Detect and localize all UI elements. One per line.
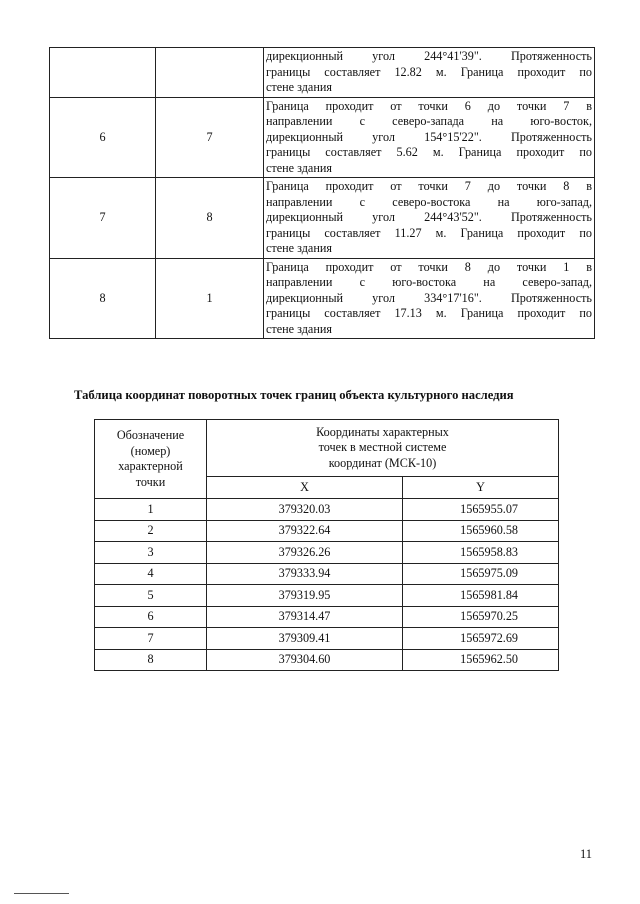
x-coordinate-cell: 379304.60 — [207, 649, 403, 671]
to-point-cell: 7 — [156, 97, 264, 178]
y-coordinate-cell: 1565955.07 — [403, 499, 559, 521]
description-line: стене здания — [266, 241, 332, 255]
table-row — [95, 563, 559, 585]
y-coordinate-cell: 1565962.50 — [403, 649, 559, 671]
point-number-cell: 6 — [95, 606, 207, 628]
description-line: Граница проходит от точки 7 до точки 8 в — [266, 179, 592, 193]
y-coordinate-cell: 1565981.84 — [403, 585, 559, 607]
description-cell — [264, 258, 595, 339]
y-coordinate-cell: 1565975.09 — [403, 563, 559, 585]
table-row — [50, 258, 595, 339]
coordinates-header-row — [95, 420, 559, 477]
header-line: (номер) — [130, 443, 171, 458]
x-coordinate-cell: 379322.64 — [207, 520, 403, 542]
table-row — [95, 585, 559, 607]
description-line: дирекционный угол 154°15'22". Протяженность — [266, 129, 592, 144]
table-row — [50, 178, 595, 259]
x-coordinate-cell: 379319.95 — [207, 585, 403, 607]
x-coordinate-cell: 379309.41 — [207, 628, 403, 650]
header-line: Координаты характерных — [316, 424, 449, 439]
description-cell — [264, 48, 595, 98]
coordinates-system-header — [207, 420, 559, 477]
header-line: точки — [135, 474, 166, 489]
table-row — [95, 628, 559, 650]
description-line: границы составляет 11.27 м. Граница проходит по — [266, 225, 592, 240]
x-coordinate-cell: 379333.94 — [207, 563, 403, 585]
x-column-header: X — [207, 476, 403, 498]
boundary-description-body — [50, 48, 595, 339]
from-point-cell: 8 — [50, 258, 156, 339]
description-line: направлении с северо-востока на юго-запад, — [266, 194, 592, 209]
from-point-cell — [50, 48, 156, 98]
y-coordinate-cell: 1565960.58 — [403, 520, 559, 542]
header-line: координат (МСК-10) — [328, 455, 437, 470]
description-line: дирекционный угол 244°41'39". Протяженность — [266, 49, 592, 63]
point-number-cell: 7 — [95, 628, 207, 650]
from-point-cell: 6 — [50, 97, 156, 178]
description-line: стене здания — [266, 321, 332, 336]
table-row — [50, 48, 595, 98]
coordinates-table — [94, 419, 559, 671]
header-line: Обозначение — [116, 428, 185, 442]
to-point-cell — [156, 48, 264, 98]
description-line: Граница проходит от точки 8 до точки 1 в — [266, 259, 592, 274]
x-coordinate-cell: 379320.03 — [207, 499, 403, 521]
y-coordinate-cell: 1565958.83 — [403, 542, 559, 564]
y-coordinate-cell: 1565972.69 — [403, 628, 559, 650]
boundary-description-table — [49, 47, 595, 339]
footnote-divider — [14, 893, 69, 894]
description-line: направлении с северо-запада на юго-восток, — [266, 114, 592, 128]
y-column-header: Y — [403, 476, 559, 498]
point-number-cell: 5 — [95, 585, 207, 607]
coordinates-table-title: Таблица координат поворотных точек границ объекта культурного наследия — [74, 388, 514, 402]
table-row — [95, 649, 559, 671]
description-line: границы составляет 17.13 м. Граница проходит по — [266, 306, 592, 320]
description-line: Граница проходит от точки 6 до точки 7 в — [266, 98, 592, 113]
description-line: дирекционный угол 334°17'16". Протяженность — [266, 290, 592, 305]
description-line: границы составляет 12.82 м. Граница проходит по — [266, 64, 592, 79]
y-coordinate-cell: 1565970.25 — [403, 606, 559, 628]
description-line: дирекционный угол 244°43'52". Протяженность — [266, 210, 592, 224]
point-designation-header — [95, 420, 207, 499]
x-coordinate-cell: 379326.26 — [207, 542, 403, 564]
table-row — [95, 542, 559, 564]
from-point-cell: 7 — [50, 178, 156, 259]
point-number-cell: 2 — [95, 520, 207, 542]
description-line: стене здания — [266, 80, 332, 94]
to-point-cell: 8 — [156, 178, 264, 259]
point-number-cell: 1 — [95, 499, 207, 521]
description-line: направлении с юго-востока на северо-запад, — [266, 275, 592, 289]
description-line: границы составляет 5.62 м. Граница проходит по — [266, 145, 592, 159]
description-cell — [264, 97, 595, 178]
description-cell — [264, 178, 595, 259]
x-coordinate-cell: 379314.47 — [207, 606, 403, 628]
point-number-cell: 3 — [95, 542, 207, 564]
to-point-cell: 1 — [156, 258, 264, 339]
table-row — [95, 606, 559, 628]
header-line: характерной — [118, 459, 183, 473]
table-row — [95, 499, 559, 521]
header-line: точек в местной системе — [318, 440, 447, 455]
table-row — [95, 520, 559, 542]
description-line: стене здания — [266, 160, 332, 175]
point-number-cell: 4 — [95, 563, 207, 585]
point-number-cell: 8 — [95, 649, 207, 671]
table-row — [50, 97, 595, 178]
page-number: 11 — [580, 847, 593, 861]
